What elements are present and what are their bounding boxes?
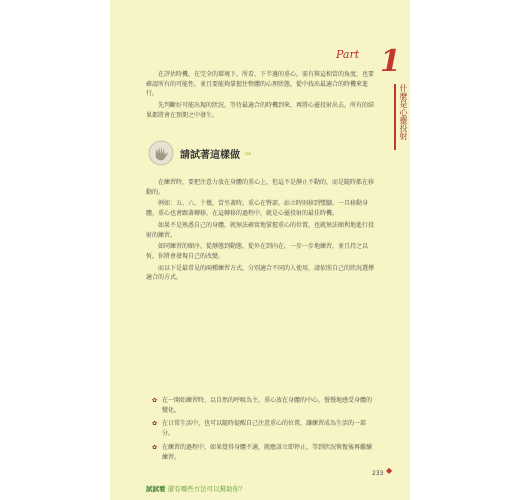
body-paragraph: 例如：五、六、十幾，當坐著時，重心在臀部，站立時則移到雙腳。一旦移動身體，重心也會跟著轉移，在這轉移的過程中，就是心靈投射的最佳時機。 <box>146 200 369 218</box>
body-paragraph: 如果不是熟悉自己的身體，就無法確實地掌握重心的位置，也就無法順利地進行投射的練習。 <box>146 221 375 239</box>
body-text <box>146 178 374 285</box>
intro-paragraph: 先判斷好可能出現的狀況，等待最適合的時機到來，再將心靈投射出去，所有的結果都將會在預期之中發生。 <box>146 102 375 119</box>
list-item: ✿ 在練習的過程中，如果覺得身體不適，就應該立即停止，等到狀況恢復後再繼續練習。 <box>152 443 372 462</box>
body-paragraph: 如同練習的順序，從靜態到動態，從外在到內在，一步一步地練習，並且持之以恆，你將會發現自己的改變。 <box>146 243 369 260</box>
chevron-right-icon: ››› <box>244 148 251 158</box>
side-chapter-text: 什麼是心靈投射 <box>399 84 408 140</box>
intro-text <box>146 70 374 123</box>
body-paragraph: 而以下是最常見的兩種練習方式，分別適合不同的人使用，請依照自己的狀況選擇適合的方式。 <box>146 264 375 282</box>
list-item: ✿ 在日常生活中，也可以隨時提醒自己注意重心的位置，讓練習成為生活的一部分。 <box>152 419 372 438</box>
tip-list <box>152 396 372 466</box>
tip-label: 試試看 <box>146 485 166 493</box>
section-heading <box>148 138 348 168</box>
part-number: 1 <box>380 44 401 79</box>
page-number: 233 <box>372 470 384 477</box>
intro-paragraph: 在評估時機，在完全的環境下，所看、下半邊的重心，需有與這相當的角度，也要確認所有的可能性，並且要能夠掌握住整體的心理狀態，從中找出最適合的時機來進行。 <box>146 71 375 98</box>
section-title: 請試著這樣做 <box>180 149 240 161</box>
list-item: ✿ 在一開始練習時，以自然的呼吸為主，重心放在身體的中心，慢慢地感受身體的變化。 <box>152 396 372 415</box>
tip-text: 還有哪些方法可以幫助你？ <box>167 485 246 493</box>
side-divider <box>394 84 396 150</box>
body-paragraph: 在練習時，要把注意力放在身體的重心上，但這不是靜止不動的，而是隨時都在移動的。 <box>146 179 375 196</box>
diamond-icon: ◆ <box>386 466 393 475</box>
tip-line <box>146 484 246 493</box>
part-label: Part <box>336 48 360 61</box>
hand-icon <box>148 140 174 166</box>
